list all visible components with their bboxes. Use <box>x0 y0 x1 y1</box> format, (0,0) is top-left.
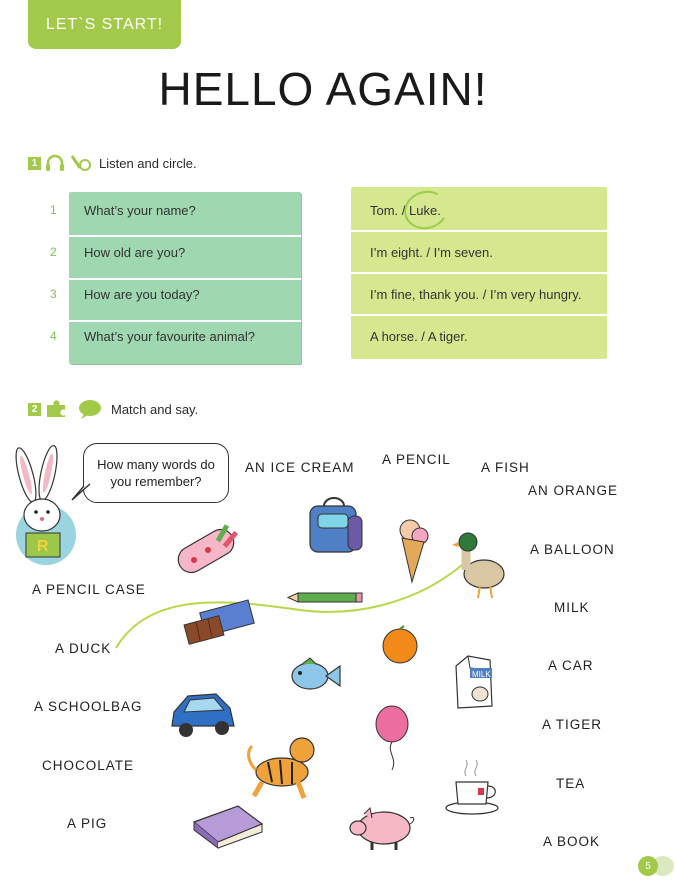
word-label[interactable]: A CAR <box>548 658 594 673</box>
word-label[interactable]: AN ORANGE <box>528 483 619 498</box>
car-icon[interactable] <box>166 688 238 742</box>
orange-icon[interactable] <box>380 624 420 664</box>
word-label[interactable]: AN ICE CREAM <box>245 460 355 475</box>
word-label[interactable]: CHOCOLATE <box>42 758 135 773</box>
question-text: What’s your favourite animal? <box>84 329 256 344</box>
exercise-number: 1 <box>28 157 41 170</box>
word-label[interactable]: A BALLOON <box>530 542 615 557</box>
row-number: 4 <box>50 329 57 343</box>
word-label[interactable]: MILK <box>554 600 590 615</box>
exercise-1-instruction: Listen and circle. <box>99 155 197 171</box>
duck-icon[interactable] <box>452 530 508 602</box>
word-label[interactable]: A TIGER <box>542 717 603 732</box>
question-text: How old are you? <box>84 245 186 260</box>
question-text: How are you today? <box>84 287 200 302</box>
pencil-case-icon[interactable] <box>172 520 244 580</box>
word-label[interactable]: A SCHOOLBAG <box>34 699 143 714</box>
milk-label: MILK <box>472 670 491 679</box>
page-number: 5 <box>638 856 658 876</box>
answer-option[interactable]: I’m eight. / I’m seven. <box>370 245 493 260</box>
ice-cream-icon[interactable] <box>396 516 432 584</box>
word-label[interactable]: A DUCK <box>55 641 112 656</box>
balloon-icon[interactable] <box>374 706 410 772</box>
exercise-2-instruction: Match and say. <box>111 401 199 417</box>
pencil-icon[interactable] <box>288 590 364 606</box>
fish-icon[interactable] <box>288 654 342 696</box>
svg-text:R: R <box>37 538 49 555</box>
word-label[interactable]: A PIG <box>67 816 108 831</box>
answer-option[interactable]: Tom. / Luke. <box>370 203 441 218</box>
milk-carton-icon[interactable] <box>452 654 496 710</box>
answer-option[interactable]: I’m fine, thank you. / I’m very hungry. <box>370 287 582 302</box>
word-label[interactable]: TEA <box>556 776 586 791</box>
word-label[interactable]: A FISH <box>481 460 530 475</box>
word-label[interactable]: A PENCIL CASE <box>32 582 146 597</box>
exercise-number: 2 <box>28 403 41 416</box>
chocolate-icon[interactable] <box>182 604 256 646</box>
speech-bubble-text: How many words do you remember? <box>97 457 215 489</box>
schoolbag-icon[interactable] <box>304 498 366 556</box>
page-title: HELLO AGAIN! <box>158 63 488 115</box>
tiger-icon[interactable] <box>244 732 318 800</box>
tea-cup-icon[interactable] <box>444 758 502 816</box>
section-tab-label: LET`S START! <box>45 15 164 33</box>
question-text: What’s your name? <box>84 203 196 218</box>
row-number: 3 <box>50 287 57 301</box>
book-icon[interactable] <box>190 802 266 848</box>
word-label[interactable]: A BOOK <box>543 834 601 849</box>
word-label[interactable]: A PENCIL <box>382 452 451 467</box>
answer-option[interactable]: A horse. / A tiger. <box>370 329 468 344</box>
pig-icon[interactable] <box>344 806 416 850</box>
row-number: 2 <box>50 245 57 259</box>
row-number: 1 <box>50 203 57 217</box>
